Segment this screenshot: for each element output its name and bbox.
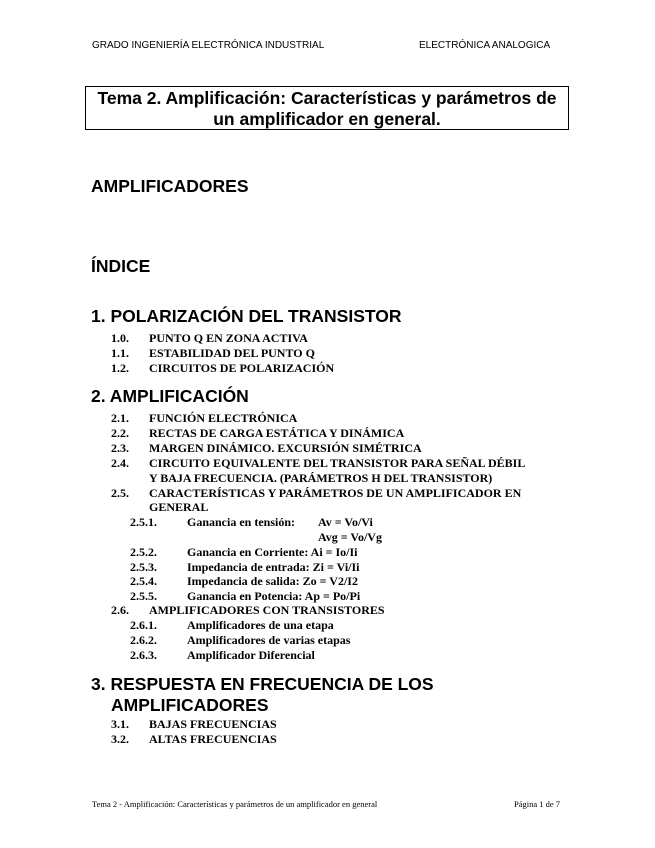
toc-subitem: Amplificador Diferencial (187, 648, 315, 662)
chapter-3-heading: 3. RESPUESTA EN FRECUENCIA DE LOS (91, 674, 434, 694)
footer-left: Tema 2 - Amplificación: Características y parámetros de un amplificador en general (92, 799, 378, 809)
toc-item: ESTABILIDAD DEL PUNTO Q (149, 346, 315, 360)
toc-num: 3.1. (111, 717, 129, 731)
toc-item: CIRCUITOS DE POLARIZACIÓN (149, 361, 335, 375)
section-indice: ÍNDICE (91, 256, 151, 276)
toc-num: 1.0. (111, 331, 129, 345)
toc-num: 2.6. (111, 603, 129, 617)
toc-subnum: 2.6.2. (130, 633, 157, 647)
toc-item: CARACTERÍSTICAS Y PARÁMETROS DE UN AMPLIFICADOR EN (149, 486, 522, 500)
title-line-1: Tema 2. Amplificación: Características y parámetros de (97, 88, 557, 108)
toc-num: 2.1. (111, 411, 129, 425)
title-line-2: un amplificador en general. (213, 109, 441, 129)
toc-num: 3.2. (111, 732, 129, 746)
toc-subnum: 2.5.1. (130, 515, 157, 529)
toc-item: FUNCIÓN ELECTRÓNICA (149, 411, 298, 425)
toc-item: MARGEN DINÁMICO. EXCURSIÓN SIMÉTRICA (149, 441, 422, 455)
footer-page-number: Página 1 de 7 (514, 799, 561, 809)
toc-item-cont: GENERAL (149, 500, 209, 514)
toc-num: 1.1. (111, 346, 129, 360)
chapter-3-heading-cont: AMPLIFICADORES (111, 695, 269, 715)
toc-subnum: 2.5.4. (130, 574, 157, 588)
toc-subitem: Amplificadores de varias etapas (187, 633, 351, 647)
toc-num: 2.4. (111, 456, 129, 470)
header-right: ELECTRÓNICA ANALOGICA (419, 40, 551, 51)
toc-num: 2.3. (111, 441, 129, 455)
toc-subnum: 2.5.3. (130, 560, 157, 574)
toc-item: AMPLIFICADORES CON TRANSISTORES (149, 603, 385, 617)
formula-av: Av = Vo/Vi (318, 515, 373, 529)
title-box (85, 86, 569, 130)
toc-item: BAJAS FRECUENCIAS (149, 717, 277, 731)
toc-num: 2.2. (111, 426, 129, 440)
toc-num: 2.5. (111, 486, 129, 500)
toc-item: RECTAS DE CARGA ESTÁTICA Y DINÁMICA (149, 426, 405, 440)
toc-subnum: 2.5.5. (130, 589, 157, 603)
toc-item-cont: Y BAJA FRECUENCIA. (PARÁMETROS H DEL TRANSISTOR) (149, 471, 493, 485)
toc-subitem: Ganancia en Potencia: Ap = Po/Pi (187, 589, 361, 603)
toc-subitem: Ganancia en tensión: (187, 515, 296, 529)
toc-subitem: Impedancia de salida: Zo = V2/I2 (187, 574, 358, 588)
formula-avg: Avg = Vo/Vg (318, 530, 382, 544)
toc-subnum: 2.6.3. (130, 648, 157, 662)
section-amplificadores: AMPLIFICADORES (91, 176, 249, 196)
toc-subitem: Amplificadores de una etapa (187, 618, 334, 632)
toc-num: 1.2. (111, 361, 129, 375)
toc-item: ALTAS FRECUENCIAS (149, 732, 277, 746)
toc-item: PUNTO Q EN ZONA ACTIVA (149, 331, 308, 345)
toc-subitem: Ganancia en Corriente: Ai = Io/Ii (187, 545, 358, 559)
header-left: GRADO INGENIERÍA ELECTRÓNICA INDUSTRIAL (92, 40, 325, 51)
chapter-1-heading: 1. POLARIZACIÓN DEL TRANSISTOR (91, 306, 402, 326)
chapter-2-heading: 2. AMPLIFICACIÓN (91, 386, 249, 406)
toc-subnum: 2.5.2. (130, 545, 157, 559)
toc-subitem: Impedancia de entrada: Zi = Vi/Ii (187, 560, 360, 574)
toc-subnum: 2.6.1. (130, 618, 157, 632)
toc-item: CIRCUITO EQUIVALENTE DEL TRANSISTOR PARA SEÑAL DÉBIL (149, 456, 526, 470)
